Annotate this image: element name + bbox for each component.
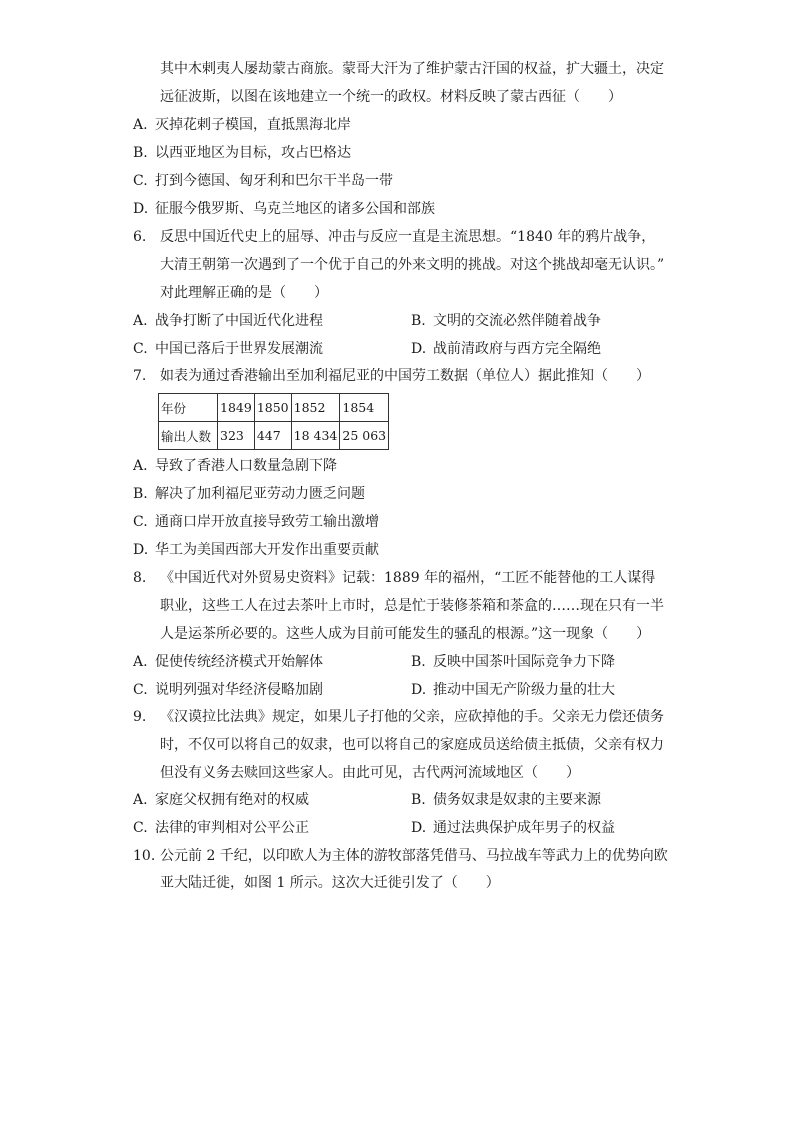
option-text: 通过法典保护成年男子的权益	[433, 820, 615, 836]
option-text: 灭掉花剌子模国，直抵黑海北岸	[155, 117, 351, 133]
q7-number: 7.	[133, 368, 147, 384]
q8-stem-line2: 职业，这些工人在过去茶叶上市时，总是忙于装修茶箱和茶盒的……现在只有一半	[160, 598, 664, 614]
table-cell: 输出人数	[159, 422, 218, 450]
q7-stem-line1: 如表为通过香港输出至加利福尼亚的中国劳工数据（单位人）据此推知（ ）	[160, 368, 650, 384]
q9-stem-line2: 时，不仅可以将自己的奴隶，也可以将自己的家庭成员送给债主抵债，父亲有权力	[160, 737, 664, 753]
q5-stem-line1: 其中木剌夷人屡劫蒙古商旅。蒙哥大汗为了维护蒙古汗国的权益，扩大疆土，决定	[160, 61, 664, 77]
q10-number: 10.	[133, 848, 156, 864]
table-cell: 1854	[340, 394, 389, 422]
option-letter: C.	[133, 341, 148, 357]
q9-number: 9.	[133, 709, 147, 725]
q9-option-a[interactable]	[133, 790, 309, 810]
q10-stem-line1: 公元前 2 千纪，以印欧人为主体的游牧部落凭借马、马拉战车等武力上的优势向欧	[160, 848, 668, 864]
option-letter: C.	[133, 514, 148, 530]
q6-option-a[interactable]	[133, 311, 323, 331]
table-cell: 1850	[254, 394, 291, 422]
q6-number: 6.	[133, 229, 147, 245]
q10-stem-line2: 亚大陆迁徙，如图 1 所示。这次大迁徙引发了（ ）	[160, 875, 500, 891]
option-letter: D.	[411, 341, 427, 357]
option-text: 战争打断了中国近代化进程	[155, 313, 323, 329]
option-letter: D.	[133, 201, 149, 217]
option-text: 债务奴隶是奴隶的主要来源	[433, 792, 601, 808]
option-text: 征服今俄罗斯、乌克兰地区的诸多公国和部族	[155, 201, 435, 217]
q9-option-b[interactable]	[411, 790, 601, 810]
q5-option-c[interactable]	[133, 171, 393, 191]
labor-export-table	[158, 393, 389, 450]
option-text: 通商口岸开放直接导致劳工输出激增	[155, 514, 379, 530]
q8-option-b[interactable]	[411, 652, 615, 672]
option-letter: D.	[411, 820, 427, 836]
q9-stem-line3: 但没有义务去赎回这些家人。由此可见，古代两河流域地区（ ）	[160, 765, 580, 781]
q6-stem-line1: 反思中国近代史上的屈辱、冲击与反应一直是主流思想。“1840 年的鸦片战争，	[160, 229, 656, 245]
q5-stem-line2: 远征波斯，以图在该地建立一个统一的政权。材料反映了蒙古西征（ ）	[160, 89, 622, 105]
option-text: 以西亚地区为目标，攻占巴格达	[155, 145, 351, 161]
q7-option-d[interactable]	[133, 540, 379, 560]
option-text: 促使传统经济模式开始解体	[155, 654, 323, 670]
option-letter: D.	[133, 542, 149, 558]
option-text: 华工为美国西部大开发作出重要贡献	[155, 542, 379, 558]
table-row	[159, 394, 389, 422]
option-letter: B.	[133, 145, 148, 161]
table-row	[159, 422, 389, 450]
option-text: 说明列强对华经济侵略加剧	[155, 682, 323, 698]
table-cell: 25 063	[340, 422, 389, 450]
option-letter: A.	[133, 313, 148, 329]
option-text: 法律的审判相对公平公正	[155, 820, 309, 836]
q6-option-c[interactable]	[133, 339, 323, 359]
table-cell: 323	[218, 422, 255, 450]
q7-option-b[interactable]	[133, 484, 365, 504]
q9-option-c[interactable]	[133, 818, 309, 838]
q5-option-a[interactable]	[133, 115, 351, 135]
q5-option-d[interactable]	[133, 199, 435, 219]
option-letter: C.	[133, 173, 148, 189]
q5-option-b[interactable]	[133, 143, 351, 163]
q6-stem-line2: 大清王朝第一次遇到了一个优于自己的外来文明的挑战。对这个挑战却毫无认识。”	[160, 257, 665, 273]
q8-stem-line3: 人是运茶所必要的。这些人成为目前可能发生的骚乱的根源。”这一现象（ ）	[160, 626, 651, 642]
option-text: 推动中国无产阶级力量的壮大	[433, 682, 615, 698]
option-letter: A.	[133, 654, 148, 670]
q8-option-c[interactable]	[133, 680, 323, 700]
option-text: 反映中国茶叶国际竞争力下降	[433, 654, 615, 670]
option-letter: A.	[133, 458, 148, 474]
table-cell: 1849	[218, 394, 255, 422]
option-text: 文明的交流必然伴随着战争	[433, 313, 601, 329]
option-letter: B.	[411, 654, 426, 670]
option-letter: D.	[411, 682, 427, 698]
option-letter: C.	[133, 682, 148, 698]
q7-option-c[interactable]	[133, 512, 379, 532]
q9-option-d[interactable]	[411, 818, 615, 838]
q6-option-b[interactable]	[411, 311, 601, 331]
q7-option-a[interactable]	[133, 456, 337, 476]
q6-option-d[interactable]	[411, 339, 601, 359]
option-text: 家庭父权拥有绝对的权威	[155, 792, 309, 808]
q8-stem-line1: 《中国近代对外贸易史资料》记载：1889 年的福州，“工匠不能替他的工人谋得	[160, 570, 656, 586]
option-letter: B.	[133, 486, 148, 502]
option-letter: A.	[133, 792, 148, 808]
q8-option-d[interactable]	[411, 680, 615, 700]
table-cell: 年份	[159, 394, 218, 422]
option-text: 解决了加利福尼亚劳动力匮乏问题	[155, 486, 365, 502]
option-text: 中国已落后于世界发展潮流	[155, 341, 323, 357]
table-cell: 18 434	[291, 422, 340, 450]
option-letter: B.	[411, 792, 426, 808]
q6-stem-line3: 对此理解正确的是（ ）	[160, 285, 328, 301]
q8-option-a[interactable]	[133, 652, 323, 672]
option-letter: C.	[133, 820, 148, 836]
option-text: 导致了香港人口数量急剧下降	[155, 458, 337, 474]
option-letter: A.	[133, 117, 148, 133]
table-cell: 1852	[291, 394, 340, 422]
q8-number: 8.	[133, 570, 147, 586]
option-text: 打到今德国、匈牙利和巴尔干半岛一带	[155, 173, 393, 189]
option-letter: B.	[411, 313, 426, 329]
q9-stem-line1: 《汉谟拉比法典》规定，如果儿子打他的父亲，应砍掉他的手。父亲无力偿还债务	[160, 709, 664, 725]
table-cell: 447	[254, 422, 291, 450]
option-text: 战前清政府与西方完全隔绝	[433, 341, 601, 357]
